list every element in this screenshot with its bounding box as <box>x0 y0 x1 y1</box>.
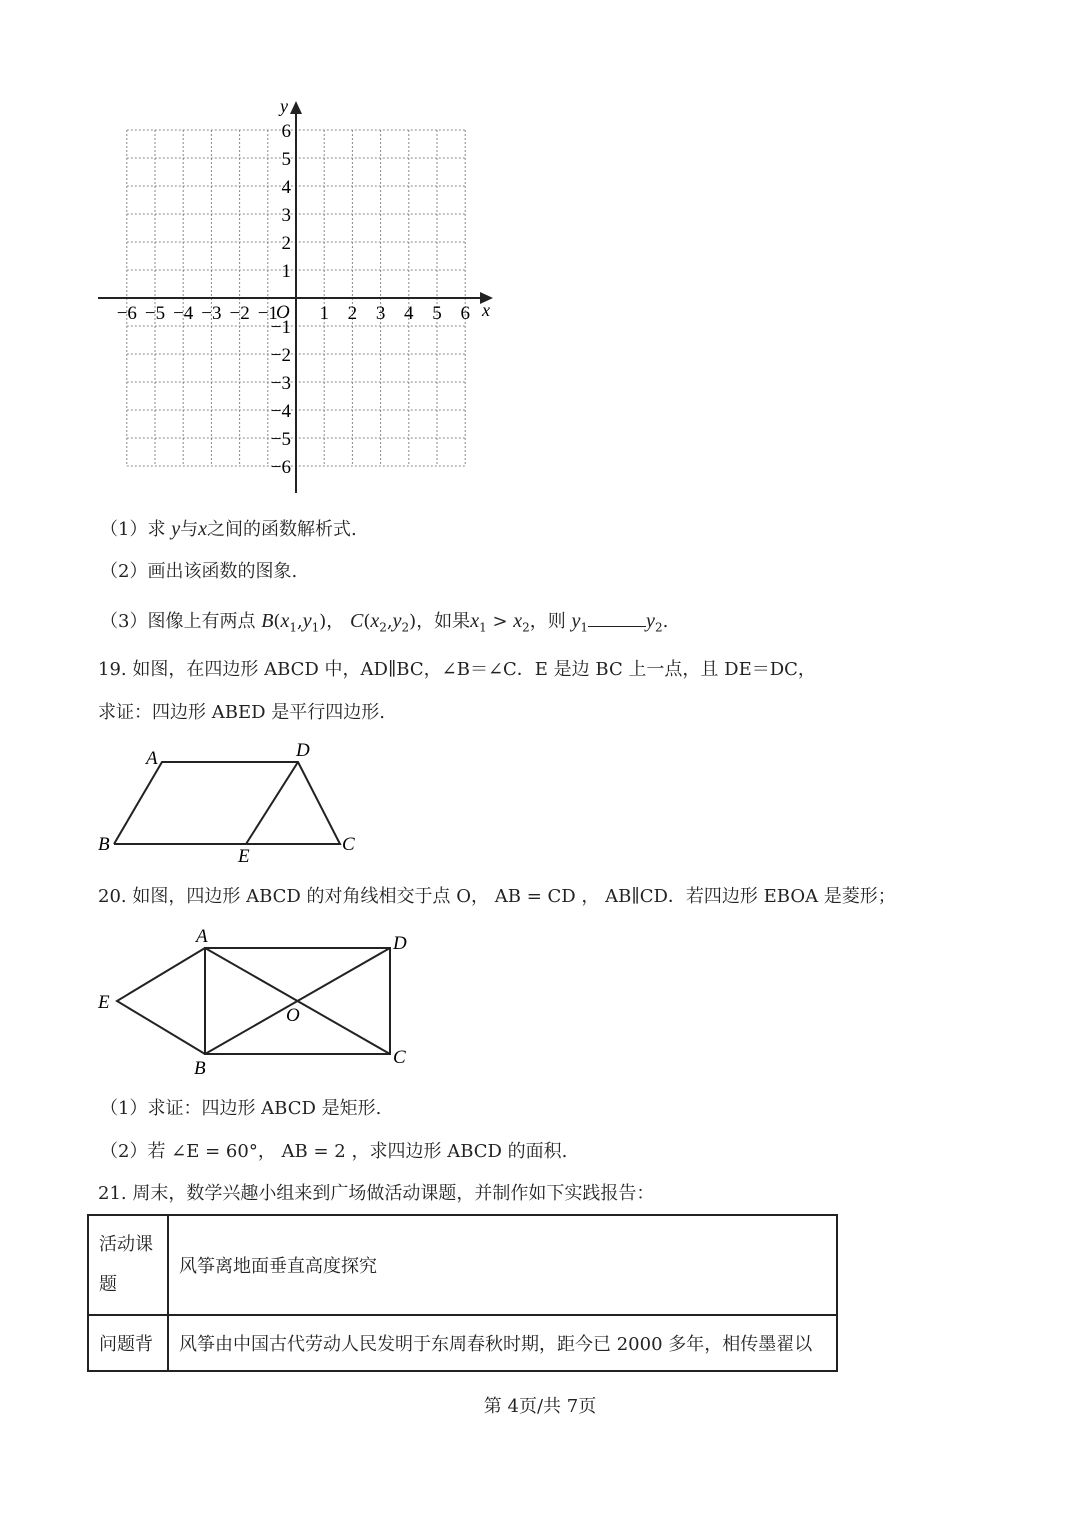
y-tick-label: 1 <box>281 261 291 282</box>
x-tick-label: 6 <box>460 303 470 324</box>
y-tick-label: −5 <box>270 429 291 450</box>
x-tick-label: 2 <box>347 303 358 324</box>
q20-part1: （1）求证：四边形 ABCD 是矩形. <box>100 1098 382 1119</box>
table-body-cell: 风筝离地面垂直高度探究 <box>168 1215 837 1315</box>
y-tick-label: −4 <box>270 401 291 422</box>
q19-line1: 19. 如图，在四边形 ABCD 中，AD∥BC，∠B＝∠C．E 是边 BC 上一点，且 DE＝DC， <box>98 659 816 680</box>
page-footer: 第 4页/共 7页 <box>483 1396 597 1417</box>
q18-part1: （1）求 y与x之间的函数解析式. <box>100 518 357 540</box>
y-axis-arrow <box>290 101 302 114</box>
q19-label-a: A <box>146 748 158 769</box>
q19-label-c: C <box>342 834 355 855</box>
y-tick-label: 4 <box>281 177 291 198</box>
x-tick-label: −5 <box>144 303 166 324</box>
table-row <box>88 1315 837 1371</box>
origin-label: O <box>276 302 290 323</box>
q20-figure <box>90 922 420 1080</box>
q20-line1: 20. 如图，四边形 ABCD 的对角线相交于点 O， AB = CD ， AB∥CD．若四边形 EBOA 是菱形； <box>98 886 896 907</box>
y-tick-label: 6 <box>281 121 291 142</box>
x-tick-label: 5 <box>432 303 442 324</box>
y-tick-label: −3 <box>270 373 291 394</box>
y-tick-label: 3 <box>281 205 291 226</box>
q20-label-b: B <box>194 1058 206 1079</box>
table-body-cell: 风筝由中国古代劳动人民发明于东周春秋时期，距今已 2000 多年，相传墨翟以 <box>168 1315 837 1371</box>
y-tick-label: 5 <box>281 149 291 170</box>
x-tick-label: −1 <box>257 303 278 324</box>
y-tick-label: −2 <box>270 345 291 366</box>
q19-label-b: B <box>98 834 110 855</box>
q20-label-o: O <box>286 1005 300 1026</box>
q20-part2: （2）若 ∠E = 60°， AB = 2 ，求四边形 ABCD 的面积. <box>100 1141 568 1162</box>
q19-label-d: D <box>296 740 310 761</box>
q20-label-c: C <box>393 1047 406 1068</box>
q20-label-e: E <box>98 992 110 1013</box>
answer-blank <box>588 608 646 627</box>
y-tick-label: −6 <box>270 457 291 478</box>
x-tick-label: −2 <box>229 303 250 324</box>
x-tick-label: −3 <box>201 303 222 324</box>
x-tick-label: 4 <box>404 303 414 324</box>
coordinate-grid <box>0 0 540 510</box>
y-tick-label: −1 <box>270 317 291 338</box>
practice-report-table <box>87 1214 838 1372</box>
q19-figure <box>90 738 380 870</box>
x-tick-label: −4 <box>173 303 194 324</box>
q21-line1: 21. 周末，数学兴趣小组来到广场做活动课题，并制作如下实践报告： <box>98 1183 655 1204</box>
y-axis-label: y <box>280 96 288 116</box>
x-tick-label: −6 <box>116 303 137 324</box>
x-tick-label: 1 <box>319 303 329 324</box>
q18-part3: （3）图像上有两点 $B(x_1,y_1)$， $C(x_2,y_2)$，如果$x_1 > x_2$，则 $y_1$ $y_2$. <box>100 610 669 635</box>
q19-line2: 求证：四边形 ABED 是平行四边形. <box>98 702 385 723</box>
x-axis-label: x <box>482 300 490 320</box>
table-row <box>88 1215 837 1315</box>
q18-part2: （2）画出该函数的图象. <box>100 561 298 582</box>
q19-label-e: E <box>238 846 250 867</box>
x-tick-label: 3 <box>375 303 386 324</box>
q20-label-a: A <box>196 926 208 947</box>
q20-label-d: D <box>393 933 407 954</box>
y-tick-label: 2 <box>281 233 291 254</box>
table-head-cell: 问题背 <box>88 1315 168 1371</box>
table-head-cell: 活动课题 <box>88 1215 168 1315</box>
